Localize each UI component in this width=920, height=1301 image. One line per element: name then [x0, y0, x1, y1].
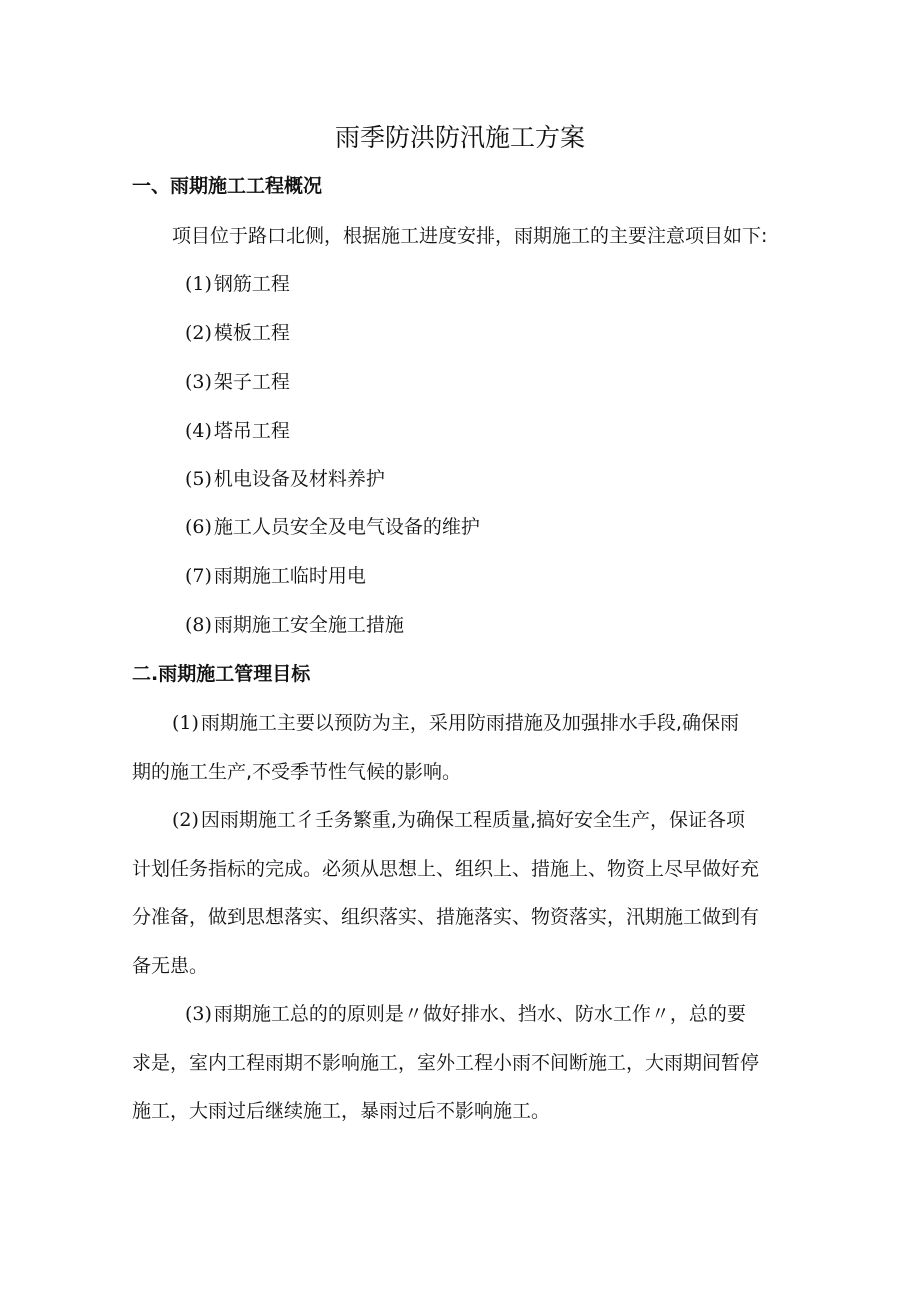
list-item: [185, 417, 290, 445]
paragraph-line: 备无患。: [132, 955, 209, 977]
paragraph-number: (1): [172, 712, 199, 734]
paragraph-line: 求是，室内工程雨期不影响施工，室外工程小雨不间断施工，大雨期间暂停: [132, 1052, 760, 1074]
list-item: [185, 319, 290, 347]
list-item-number: (6): [185, 516, 212, 538]
list-item-number: (8): [185, 614, 212, 636]
list-item-number: (5): [185, 468, 212, 490]
list-item: [185, 611, 404, 639]
paragraph-number: (3): [185, 1003, 212, 1025]
paragraph-line: 施工，大雨过后继续施工，暴雨过后不影响施工。: [132, 1100, 551, 1122]
document-title: 雨季防洪防汛施工方案: [334, 123, 585, 152]
list-item-text: 架子工程: [213, 371, 290, 393]
list-item-number: (7): [185, 565, 212, 587]
section2-heading: 二.雨期施工管理目标: [132, 663, 311, 685]
list-item-text: 塔吊工程: [213, 420, 290, 442]
list-item: [185, 513, 480, 541]
paragraph-line: 期的施工生产,不受季节性气候的影响。: [132, 761, 462, 783]
list-item-text: 钢筋工程: [213, 273, 290, 295]
paragraph-text: 雨期施工总的的原则是〃做好排水、挡水、防水工作〃，总的要: [213, 1003, 746, 1025]
list-item-text: 施工人员安全及电气设备的维护: [213, 516, 480, 538]
list-item-text: 雨期施工临时用电: [213, 565, 366, 587]
list-item-number: (1): [185, 273, 212, 295]
paragraph-text: 雨期施工主要以预防为主，采用防雨措施及加强排水手段,确保雨: [200, 712, 739, 734]
list-item: [185, 270, 290, 298]
list-item-text: 雨期施工安全施工措施: [213, 614, 404, 636]
section1-heading: 一、雨期施工工程概况: [132, 175, 323, 197]
section1-intro: 项目位于路口北侧，根据施工进度安排，雨期施工的主要注意项目如下:: [172, 225, 768, 247]
paragraph-text: 因雨期施工彳壬务繁重,为确保工程质量,搞好安全生产，保证各项: [200, 809, 746, 831]
list-item: [185, 465, 385, 493]
paragraph-number: (2): [172, 809, 199, 831]
list-item: [185, 368, 290, 396]
list-item: [185, 562, 366, 590]
paragraph-line: [185, 1000, 746, 1028]
list-item-number: (4): [185, 420, 212, 442]
list-item-number: (2): [185, 322, 212, 344]
paragraph-line: [172, 709, 739, 737]
list-item-number: (3): [185, 371, 212, 393]
list-item-text: 机电设备及材料养护: [213, 468, 385, 490]
list-item-text: 模板工程: [213, 322, 290, 344]
paragraph-line: 计划任务指标的完成。必须从思想上、组织上、措施上、物资上尽早做好充: [132, 858, 760, 880]
paragraph-line: [172, 806, 745, 834]
paragraph-line: 分准备，做到思想落实、组织落实、措施落实、物资落实，汛期施工做到有: [132, 906, 760, 928]
